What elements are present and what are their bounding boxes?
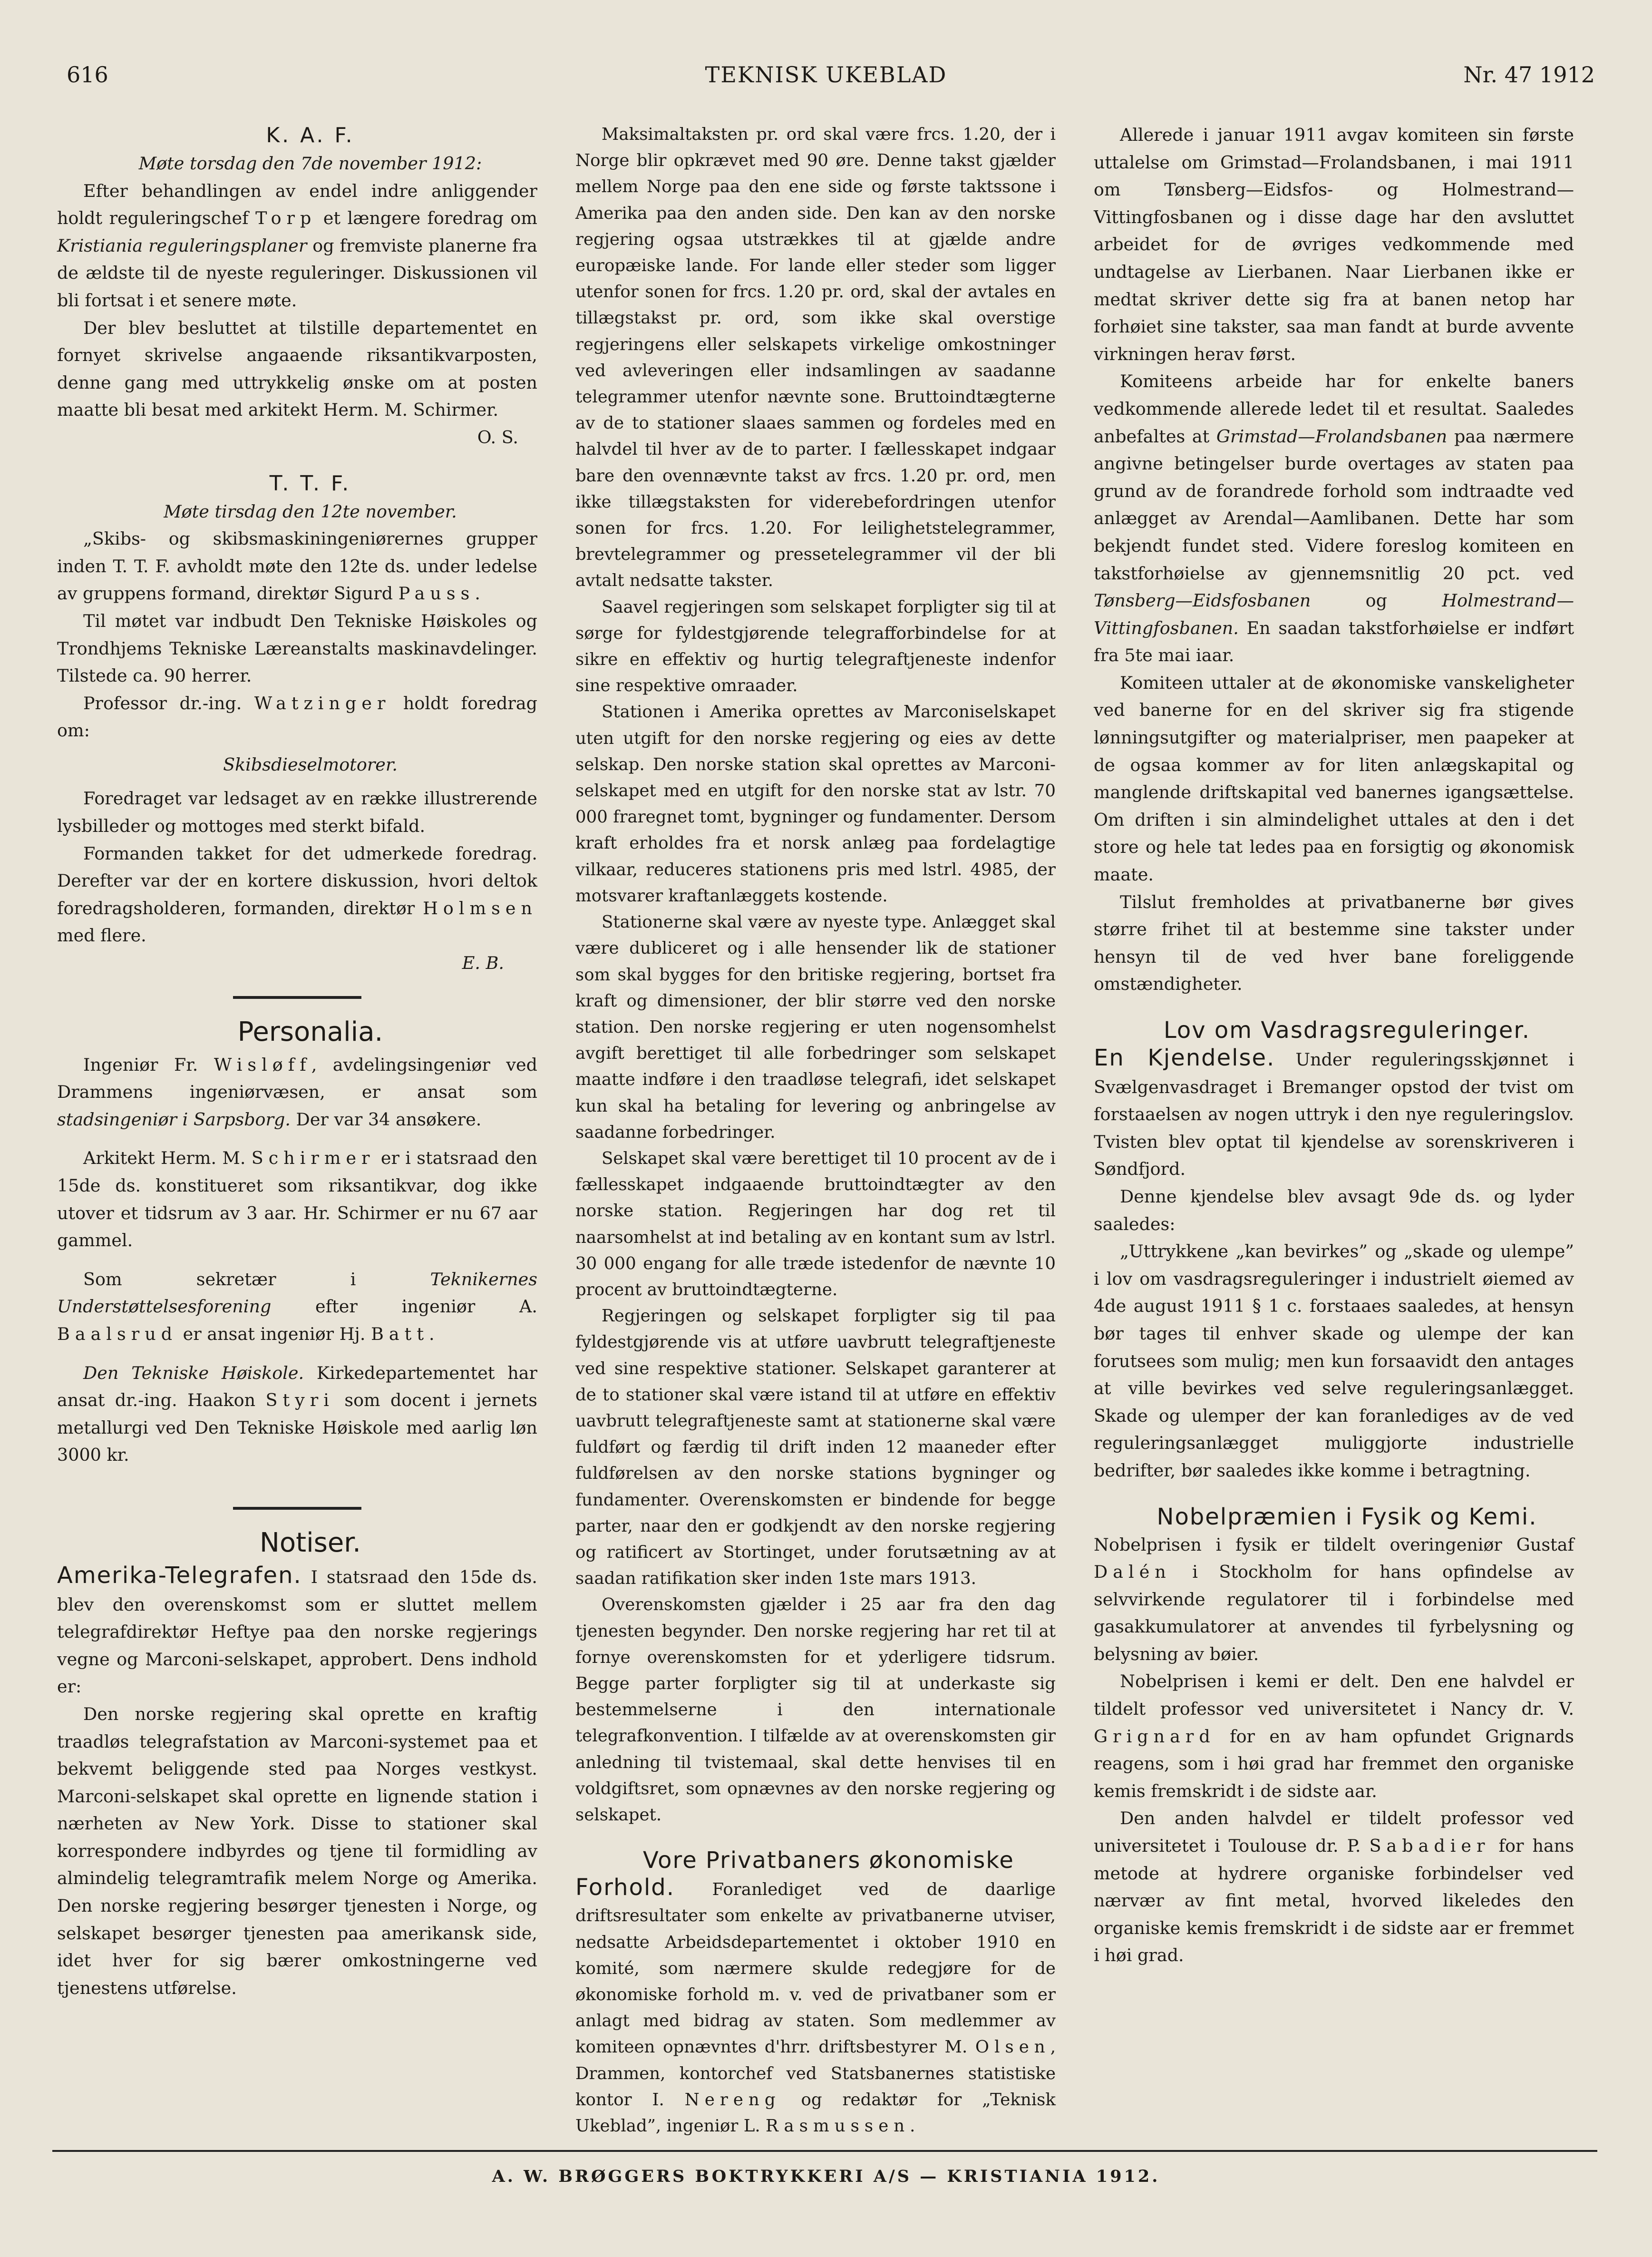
ttf-meeting: Møte tirsdag den 12te november. [164, 501, 457, 522]
amerika-paragraph: Overenskomsten gjælder i 25 aar fra den dag tjenesten begynder. Den norske regjering har ret til at fornye overenskomsten for et yderligere tidsrum. Begge parter forpligter sig til at underkaste sig bestemmelserne i den internationale telegrafkonvention. I tilfælde av at overenskomsten gir anledning til tvistemaal, skal dette henvises til en voldgiftsret, som opnævnes av den norske regjering og selskapet. [575, 1595, 1056, 1825]
issue-number: Nr. 47 1912 [1463, 62, 1595, 88]
personalia-paragraph: Som sekretær i Teknikernes Understøttelsesforening efter ingeniør A. Baalsrud er ansat ingeniør Hj. Batt. [57, 1269, 537, 1344]
vasdrag-paragraph: „Uttrykkene „kan bevirkes” og „skade og ulempe” i lov om vasdragsreguleringer i industrielt øiemed av 4de august 1911 § 1 c. forstaaes saaledes, at hensyn bør tages til enhver skade og ulempe der kan forutsees som mulig; men kun forsaavidt den antages at ville bevirkes ved selve reguleringsanlægget. Skade og ulemper der kan foranlediges av de ved reguleringsanlægget muliggjorte industrielle bedrifter, bør saaledes ikke komme i betragtning. [1094, 1241, 1574, 1481]
kaf-signature: O. S. [477, 427, 518, 448]
column-1 [57, 121, 537, 2002]
personalia-title: Personalia. [237, 1016, 383, 1047]
ttf-paragraph: Professor dr.-ing. Watzinger holdt foredrag om: [57, 693, 537, 741]
nobel-paragraph: Den anden halvdel er tildelt professor ved universitetet i Toulouse dr. P. Sabadier for hans metode at hydrere organiske forbindelser ved nærvær av fint metal, hvorved likeledes den organiske kemis fremskridt i de sidste aar er fremmet i høi grad. [1094, 1808, 1574, 1966]
privatbaner-paragraph: Allerede i januar 1911 avgav komiteen sin første uttalelse om Grimstad—Frolandsbanen, i mai 1911 om Tønsberg—Eidsfos- og Holmestrand—Vittingfosbanen og i disse dage har den avsluttet arbeidet for de øvriges vedkommende med undtagelse av Lierbanen. Naar Lierbanen ikke er medtat skriver dette sig fra at banen netop har forhøiet sine takster, saa man fandt at burde avvente virkningen herav først. [1094, 125, 1574, 364]
privatbaner-paragraph: Forhold. Foranlediget ved de daarlige driftsresultater som enkelte av privatbanerne utviser, nedsatte Arbeidsdepartementet i oktober 1910 en komité, som nærmere skulde redegjøre for de økonomiske forhold m. v. ved de privatbaner som er anlagt med bidrag av staten. Som medlemmer av komiteen opnævntes d'hrr. driftsbestyrer M. Olsen, Drammen, kontorchef ved Statsbanernes statistiske kontor I. Nereng og redaktør for „Teknisk Ukeblad”, ingeniør L. Rasmussen. [575, 1874, 1056, 2136]
personalia-paragraph: Den Tekniske Høiskole. Kirkedepartementet har ansat dr.-ing. Haakon Styri som docent i jernets metallurgi ved Den Tekniske Høiskole med aarlig løn 3000 kr. [57, 1362, 537, 1466]
personalia-paragraph: Ingeniør Fr. Wisløff, avdelingsingeniør ved Drammens ingeniørvæsen, er ansat som stadsingeniør i Sarpsborg. Der var 34 ansøkere. [57, 1054, 537, 1130]
ttf-paragraph: Formanden takket for det udmerkede foredrag. Derefter var der en kortere diskussion, hvori deltok foredragsholderen, formanden, direktør Holmsen med flere. [57, 843, 537, 946]
nobel-paragraph: Nobelprisen i kemi er delt. Den ene halvdel er tildelt professor ved universitetet i Nancy dr. V. Grignard for en av ham opfundet Grignards reagens, som i høi grad har fremmet den organiske kemis fremskridt i de sidste aar. [1094, 1671, 1574, 1801]
privatbaner-paragraph: Komiteens arbeide har for enkelte baners vedkommende allerede ledet til et resultat. Saaledes anbefaltes at Grimstad—Frolandsbanen paa nærmere angivne betingelser burde overtages av staten paa grund av de forandrede forhold som indtraadte ved anlægget av Arendal—Aamlibanen. Dette har som bekjendt fundet sted. Videre foreslog komiteen en takstforhøielse av gjennemsnitlig 20 pct. ved Tønsberg—Eidsfosbanen og Holmestrand—Vittingfosbanen. En saadan takstforhøielse er indført fra 5te mai iaar. [1094, 371, 1574, 666]
printer-footer: A. W. BRØGGERS BOKTRYKKERI A/S — KRISTIANIA 1912. [492, 2167, 1160, 2186]
amerika-paragraph: Amerika-Telegrafen. I statsraad den 15de ds. blev den overenskomst som er sluttet mellem telegrafdirektør Heftye paa den norske regjerings vegne og Marconi-selskapet, approbert. Dens indhold er: [57, 1562, 537, 1697]
privatbaner-heading: Vore Privatbaners økonomiske [643, 1847, 1014, 1874]
kaf-paragraph: Efter behandlingen av endel indre anliggender holdt reguleringschef Torp et længere foredrag om Kristiania reguleringsplaner og fremviste planerne fra de ældste til de nyeste reguleringer. Diskussionen vil bli fortsat i et senere møte. [57, 180, 537, 311]
privatbaner-paragraph: Komiteen uttaler at de økonomiske vanskeligheter ved banerne for en del skriver sig fra stigende lønningsutgifter og materialpriser, men paapeker at de ogsaa kommer av for liten anlægskapital og manglende driftskapital ved banernes igangsættelse. Om driften i sin almindelighet uttales at den i det store og hele tat ledes paa en forsigtig og økonomisk maate. [1094, 672, 1574, 885]
ttf-signature: E. B. [462, 953, 504, 974]
kaf-title: K. A. F. [266, 123, 355, 147]
ttf-paragraph: „Skibs- og skibsmaskiningeniørernes grupper inden T. T. F. avholdt møte den 12te ds. under ledelse av gruppens formand, direktør Sigurd Pauss. [57, 528, 537, 604]
vasdrag-heading: Lov om Vasdragsreguleringer. [1164, 1017, 1530, 1044]
amerika-paragraph: Stationen i Amerika oprettes av Marconiselskapet uten utgift for den norske regjering og eies av dette selskap. Den norske station skal oprettes av Marconi-selskapet med en utgift for den norske stat av lstr. 70 000 fraregnet tomt, bygninger og fundamenter. Dersom kraft erholdes fra et norsk anlæg paa fordelagtige vilkaar, reduceres stationens pris med lstrl. 4985, der motsvarer kraftanlæggets kostende. [575, 702, 1056, 906]
ttf-paragraph: Foredraget var ledsaget av en række illustrerende lysbilleder og mottoges med sterkt bifald. [57, 788, 537, 837]
notiser-title: Notiser. [260, 1527, 361, 1558]
amerika-heading: Amerika-Telegrafen. [57, 1562, 302, 1589]
section-divider [233, 996, 361, 999]
footer-rule [52, 2150, 1597, 2152]
kaf-paragraph: Der blev besluttet at tilstille departementet en fornyet skrivelse angaaende riksantikvarposten, denne gang med uttrykkelig ønske om at posten maatte bli besat med arkitekt Herm. M. Schirmer. [57, 317, 537, 420]
vasdrag-paragraph: Denne kjendelse blev avsagt 9de ds. og lyder saaledes: [1094, 1186, 1574, 1234]
personalia-paragraph: Arkitekt Herm. M. Schirmer er i statsraad den 15de ds. konstitueret som riksantikvar, dog ikke utover et tidsrum av 3 aar. Hr. Schirmer er nu 67 aar gammel. [57, 1148, 537, 1251]
ttf-title: T. T. F. [269, 471, 351, 496]
column-2 [575, 121, 1056, 2139]
journal-title: TEKNISK UKEBLAD [705, 62, 947, 88]
amerika-paragraph: Selskapet skal være berettiget til 10 procent av de i fællesskapet indgaaende bruttoindtægter av den norske station. Regjeringen har dog ret til naarsomhelst at ind betaling av en kontant sum av lstrl. 30 000 engang for alle træde istedenfor de nævnte 10 procent av bruttoindtægterne. [575, 1148, 1056, 1299]
column-3 [1094, 121, 1574, 1969]
amerika-paragraph: Regjeringen og selskapet forpligter sig til paa fyldestgjørende vis at utføre uavbrutt telegraftjeneste ved sine respektive stationer. Selskapet garanterer at de to stationer skal være istand til at utføre en effektiv uavbrutt telegraftjeneste samt at stationerne skal være fuldført og færdig til drift inden 12 maaneder efter fuldførelsen av den norske stations bygninger og fundamenter. Overenskomsten er bindende for begge parter, naar den er godkjendt av den norske regjering og ratificert av Stortinget, under forutsætning av at saadan ratifikation sker inden 1ste mars 1913. [575, 1306, 1056, 1589]
section-divider [233, 1507, 361, 1510]
amerika-paragraph: Saavel regjeringen som selskapet forpligter sig til at sørge for fyldestgjørende telegrafforbindelse for at sikre en effektiv og hurtig telegraftjeneste indenfor sine respektive omraader. [575, 597, 1056, 696]
privatbaner-paragraph: Tilslut fremholdes at privatbanerne bør gives større frihet til at bestemme sine takster under hensyn til de ved hver bane foreliggende omstændigheter. [1094, 891, 1574, 995]
page-header [52, 62, 1600, 100]
ttf-paragraph: Til møtet var indbudt Den Tekniske Høiskoles og Trondhjems Tekniske Læreanstalts maskinavdelinger. Tilstede ca. 90 herrer. [57, 610, 537, 686]
lecture-title: Skibsdieselmotorer. [223, 754, 398, 775]
vasdrag-paragraph: En Kjendelse. Under reguleringsskjønnet i Svælgenvasdraget i Bremanger opstod der tvist om forstaaelsen av nogen uttryk i den nye reguleringslov. Tvisten blev optat til kjendelse av sorenskriveren i Søndfjord. [1094, 1045, 1574, 1180]
page-number: 616 [67, 62, 108, 88]
nobel-heading: Nobelpræmien i Fysik og Kemi. [1156, 1503, 1537, 1530]
amerika-paragraph: Stationerne skal være av nyeste type. Anlægget skal være dubliceret og i alle hensender lik de stationer som skal bygges for den britiske regjering, bortset fra kraft og dimensioner, der blir større ved den norske station. Den norske regjering er uten nogensomhelst avgift berettiget til alle forbedringer som selskapet maatte indføre i den traadløse telegrafi, idet selskapet kun skal ha betaling for levering og anbringelse av saadanne forbedringer. [575, 912, 1056, 1142]
kaf-meeting: Møte torsdag den 7de november 1912: [138, 153, 482, 174]
nobel-paragraph: Nobelprisen i fysik er tildelt overingeniør Gustaf Dalén i Stockholm for hans opfindelse av selvvirkende regulatorer til i forbindelse med gasakkumulatorer at anvendes til fyrbelysning og belysning av bøier. [1094, 1534, 1574, 1664]
amerika-paragraph: Maksimaltaksten pr. ord skal være frcs. 1.20, der i Norge blir opkrævet med 90 øre. Denne takst gjælder mellem Norge paa den ene side og første taktssone i Amerika paa den anden side. Den kan av den norske regjering ogsaa utstrækkes til at gjælde andre europæiske lande. For lande eller steder som ligger utenfor sonen for frcs. 1.20 pr. ord, skal der avtales en tillægstakst pr. ord, som ikke skal overstige regjeringens eller selskapets virkelige omkostninger ved avleveringen eller indsamlingen av saadanne telegrammer utenfor nævnte sone. Bruttoindtægterne av de to stationer slaaes sammen og fordeles med en halvdel til hver av de to parter. I fællesskapet indgaar bare den ovennævnte takst av frcs. 1.20 pr. ord, men ikke tillægstaksten for viderebefordringen utenfor sonen for frcs. 1.20. For leilighetstelegrammer, brevtelegrammer og pressetelegrammer vil der bli avtalt nedsatte takster. [575, 125, 1056, 591]
amerika-paragraph: Den norske regjering skal oprette en kraftig traadløs telegrafstation av Marconi-systemet paa et bekvemt beliggende sted paa Norges vestkyst. Marconi-selskapet skal oprette en lignende station i nærheten av New York. Disse to stationer skal korrespondere indbyrdes og tjene til formidling av almindelig telegramtrafik melem Norge og Amerika. Den norske regjering besørger tjenesten i Norge, og selskapet besørger tjenesten paa amerikansk side, idet hver for sig bærer omkostningerne ved tjenestens utførelse. [57, 1703, 537, 1998]
